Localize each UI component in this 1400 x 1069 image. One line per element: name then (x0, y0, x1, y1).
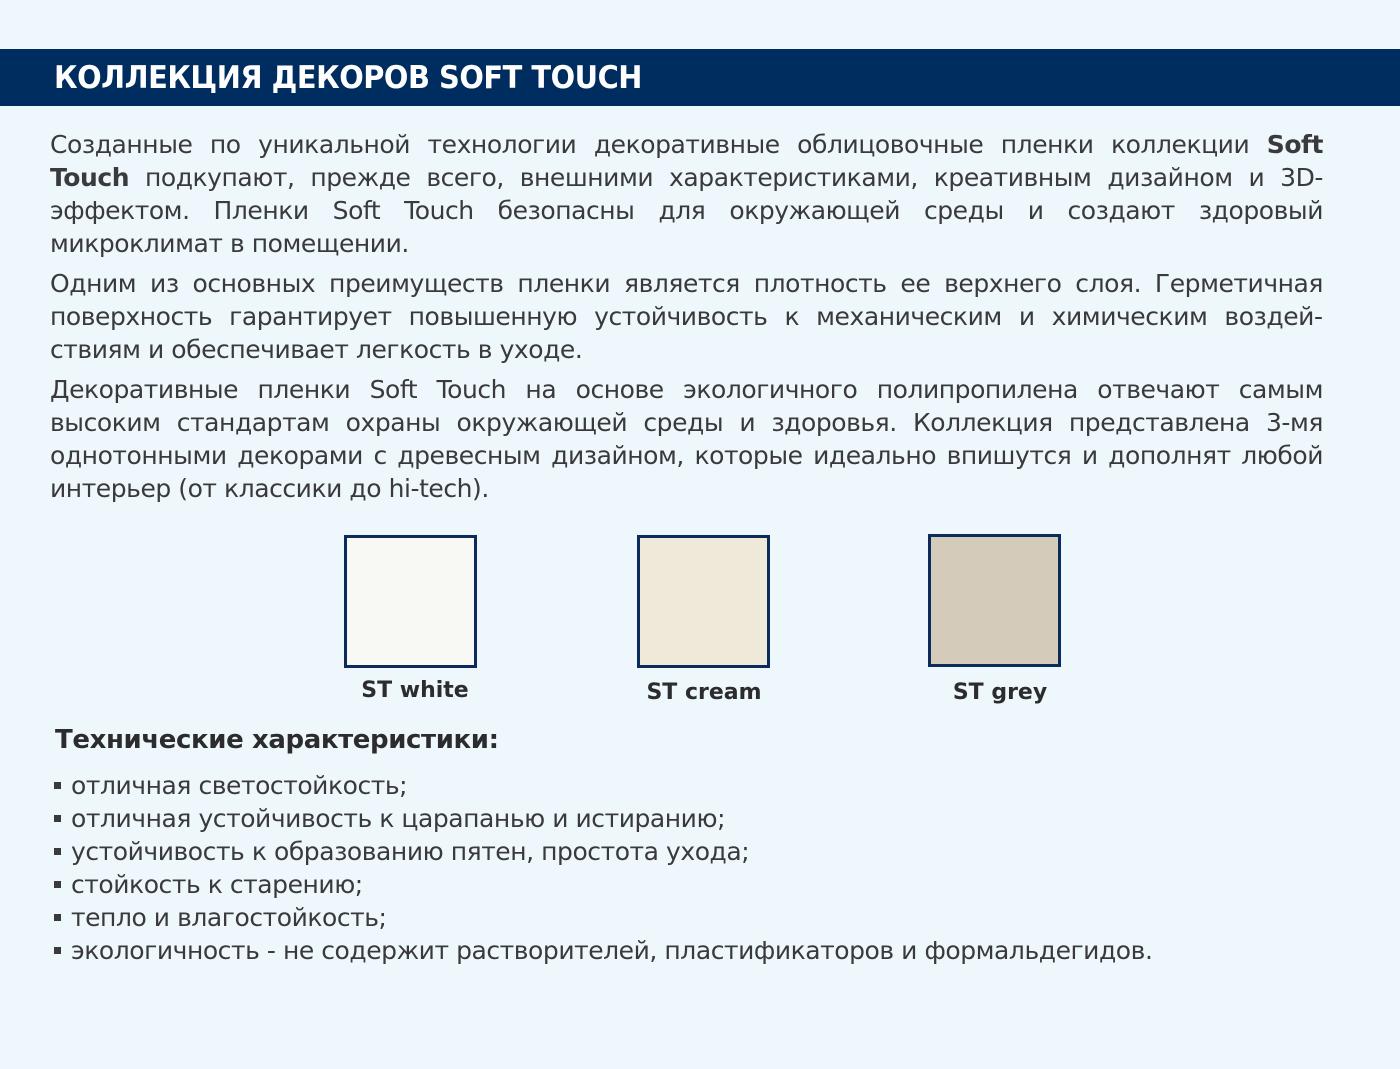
intro-paragraph-1-start: Созданные по уникальной технологии декоративные облицовочные пленки коллекции (50, 130, 1267, 159)
list-item: отличная светостойкость; (54, 769, 1152, 802)
bullet-icon (54, 848, 61, 855)
bullet-icon (54, 914, 61, 921)
intro-paragraph-1 (50, 128, 1323, 260)
tech-specs-title: Технические характеристики: (55, 725, 499, 755)
page-title: КОЛЛЕКЦИЯ ДЕКОРОВ SOFT TOUCH (54, 60, 642, 96)
swatch-st-grey (928, 534, 1061, 667)
swatch-label-st-cream: ST cream (646, 680, 762, 705)
list-item: экологичность - не содержит растворителей, пластификаторов и формальдегидов. (54, 934, 1152, 967)
intro-paragraph-2: Одним из основных преимуществ пленки является плотность ее верхнего слоя. Герметичная поверхность гарантирует повышенную устойчивость к механическим и химическим воздействиям и обеспечивает легкость в уходе. (50, 269, 1323, 364)
list-item: стойкость к старению; (54, 868, 1152, 901)
swatch-st-white (344, 535, 477, 668)
swatch-st-cream (637, 535, 770, 668)
list-item: отличная устойчивость к царапанью и истиранию; (54, 802, 1152, 835)
list-item: устойчивость к образованию пятен, простота ухода; (54, 835, 1152, 868)
intro-paragraph-1-end: подкупают, прежде всего, внешними характеристиками, креативным дизайном и 3D-эффектом. Пленки Soft Touch безопасны для окружающей среды и создают здоровый микроклимат в помещении. (50, 163, 1323, 258)
bullet-icon (54, 947, 61, 954)
swatch-label-st-white: ST white (361, 678, 469, 703)
tech-specs-list (54, 769, 1152, 967)
bullet-icon (54, 815, 61, 822)
bullet-icon (54, 881, 61, 888)
intro-text (50, 128, 1323, 512)
bullet-icon (54, 782, 61, 789)
brand-name-bold: Soft Touch (50, 130, 1323, 192)
swatch-label-st-grey: ST grey (952, 680, 1048, 705)
list-item: тепло и влагостойкость; (54, 901, 1152, 934)
intro-paragraph-3: Декоративные пленки Soft Touch на основе экологичного полипропилена отвечают самым высоким стандартам охраны окружающей среды и здоровья. Коллекция представлена 3-мя однотонными декорами с древесным дизайном, которые идеально впишутся и дополнят любой интерьер (от классики до hi-tech). (50, 375, 1323, 503)
